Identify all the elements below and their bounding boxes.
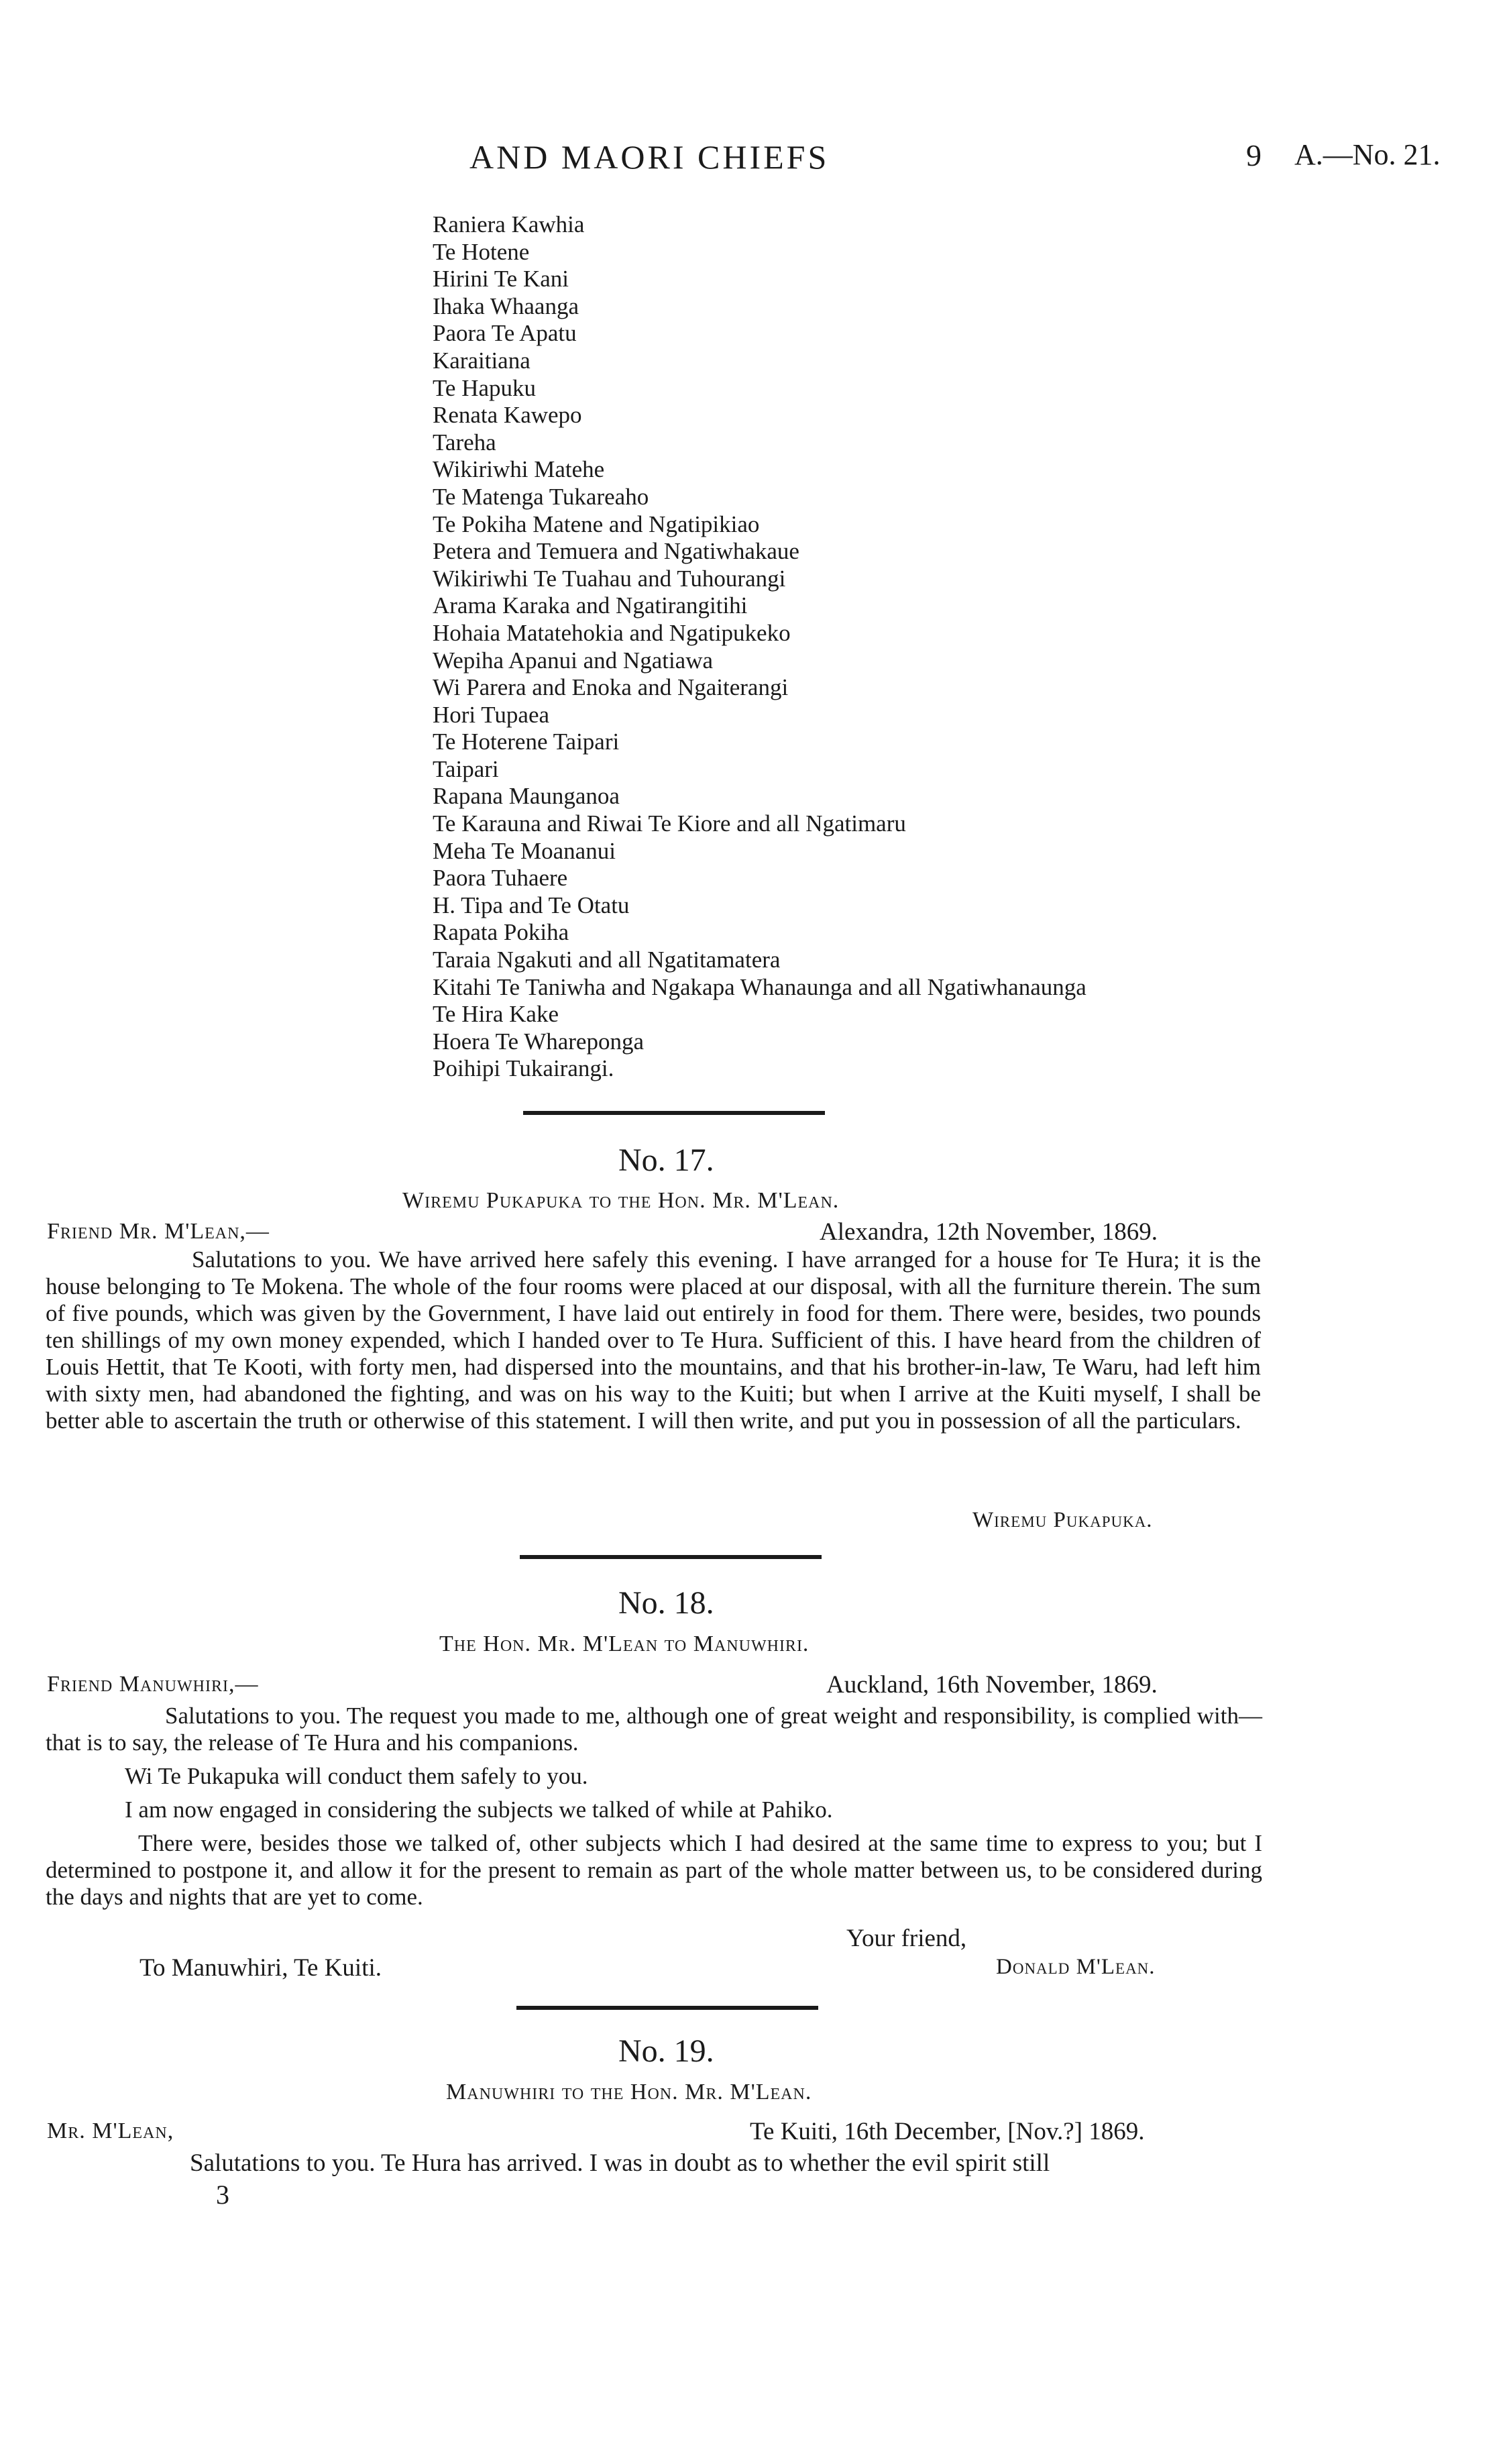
name-list-item: Paora Te Apatu — [433, 320, 577, 347]
letter-18-addressee: To Manuwhiri, Te Kuiti. — [140, 1954, 382, 1982]
name-list-item: Karaitiana — [433, 347, 531, 374]
letter-19-salutation: Mr. M'Lean, — [47, 2119, 174, 2143]
letter-18-salutation: Friend Manuwhiri,— — [47, 1672, 259, 1697]
page-number: 9 — [1246, 138, 1262, 172]
name-list-item: Wi Parera and Enoka and Ngaiterangi — [433, 674, 789, 701]
name-list-item: Hori Tupaea — [433, 701, 550, 728]
name-list-item: Rapana Maunganoa — [433, 783, 620, 810]
name-list-item: Hirini Te Kani — [433, 266, 569, 292]
letter-18-body — [46, 1703, 1262, 1911]
name-list-item: Paora Tuhaere — [433, 865, 568, 892]
letter-17-date: Alexandra, 12th November, 1869. — [820, 1218, 1158, 1246]
letter-17-salutation: Friend Mr. M'Lean,— — [47, 1219, 270, 1244]
letter-18-closing: Your friend, — [846, 1925, 967, 1952]
name-list-item: Petera and Temuera and Ngatiwhakaue — [433, 538, 799, 565]
name-list-item: Hohaia Matatehokia and Ngatipukeko — [433, 619, 791, 646]
name-list-item: Tareha — [433, 429, 496, 456]
name-list-item: Hoera Te Whareponga — [433, 1028, 644, 1055]
name-list-item: Taipari — [433, 755, 499, 782]
section-rule — [516, 2006, 818, 2010]
name-list-item: Raniera Kawhia — [433, 211, 585, 237]
letter-18-number: No. 18. — [618, 1585, 714, 1621]
signature-mark: 3 — [216, 2180, 229, 2210]
name-list-item: Ihaka Whaanga — [433, 292, 579, 319]
section-rule — [520, 1555, 822, 1559]
name-list-item: Te Hotene — [433, 238, 530, 265]
section-rule — [523, 1111, 825, 1115]
name-list-item: Te Hira Kake — [433, 1001, 559, 1028]
name-list-item: Wepiha Apanui and Ngatiawa — [433, 647, 714, 674]
letter-19-date: Te Kuiti, 16th December, [Nov.?] 1869. — [750, 2118, 1145, 2145]
name-list-item: Wikiriwhi Te Tuahau and Tuhourangi — [433, 565, 786, 592]
name-list-item: Te Hoterene Taipari — [433, 729, 620, 755]
running-title: AND MAORI CHIEFS — [469, 138, 830, 176]
name-list-item: Kitahi Te Taniwha and Ngakapa Whanaunga and all Ngatiwhanaunga — [433, 973, 1086, 1000]
letter-18-paragraph: I am now engaged in considering the subjects we talked of while at Pahiko. — [125, 1797, 833, 1823]
name-list-item: Te Matenga Tukareaho — [433, 483, 649, 510]
letter-18-paragraph: Salutations to you. The request you made to me, although one of great weight and responsibility, is complied with—that is to say, the release of Te Hura and his companions. — [46, 1703, 1262, 1756]
letter-18-signature: Donald M'Lean. — [996, 1955, 1156, 1979]
letter-17-signature: Wiremu Pukapuka. — [972, 1508, 1153, 1532]
name-list-item: Rapata Pokiha — [433, 919, 569, 946]
name-list-item: Te Pokiha Matene and Ngatipikiao — [433, 511, 760, 537]
letter-19-heading: Manuwhiri to the Hon. Mr. M'Lean. — [446, 2080, 812, 2104]
letter-17-body: Salutations to you. We have arrived here safely this evening. I have arranged for a house for Te Hura; it is the house belonging to Te Mokena. The whole of the four rooms were placed at our disposal, with all the furniture therein. The sum of five pounds, which was given by the Government, I have laid out entirely in food for them. There were, besides, two pounds ten shillings of my own money expended, which I handed over to Te Hura. Sufficient of this. I have heard from the children of Louis Hettit, that Te Kooti, with forty men, had dispersed into the mountains, and that his brother-in-law, Te Waru, had left him with sixty men, had abandoned the fighting, and was on his way to the Kuiti; but when I arrive at the Kuiti myself, I shall be better able to ascertain the truth or otherwise of this statement. I will then write, and put you in possession of all the particulars. — [46, 1246, 1261, 1434]
document-reference: A.—No. 21. — [1294, 138, 1441, 171]
letter-18-paragraph: There were, besides those we talked of, other subjects which I had desired at the same time to express to you; but I determined to postpone it, and allow it for the present to remain as part of the whole matter between us, to be considered during the days and nights that are yet to come. — [46, 1830, 1262, 1910]
name-list-item: Poihipi Tukairangi. — [433, 1055, 614, 1082]
letter-18-date: Auckland, 16th November, 1869. — [826, 1671, 1158, 1699]
name-list-item: Te Karauna and Riwai Te Kiore and all Ngatimaru — [433, 810, 906, 837]
name-list-item: Taraia Ngakuti and all Ngatitamatera — [433, 947, 781, 973]
letter-18-paragraph: Wi Te Pukapuka will conduct them safely to you. — [125, 1763, 588, 1789]
letter-19-body: Salutations to you. Te Hura has arrived. I was in doubt as to whether the evil spirit still — [190, 2149, 1050, 2177]
letter-19-number: No. 19. — [618, 2033, 714, 2069]
name-list-item: Meha Te Moananui — [433, 837, 616, 864]
name-list-item: Wikiriwhi Matehe — [433, 456, 605, 483]
name-list-item: Arama Karaka and Ngatirangitihi — [433, 592, 748, 619]
letter-17-number: No. 17. — [618, 1142, 714, 1178]
name-list-item: H. Tipa and Te Otatu — [433, 892, 630, 918]
letter-17-heading: Wiremu Pukapuka to the Hon. Mr. M'Lean. — [402, 1188, 840, 1213]
letter-18-heading: The Hon. Mr. M'Lean to Manuwhiri. — [439, 1631, 810, 1656]
name-list-item: Te Hapuku — [433, 374, 537, 401]
names-list — [433, 211, 1086, 1083]
name-list-item: Renata Kawepo — [433, 402, 582, 429]
